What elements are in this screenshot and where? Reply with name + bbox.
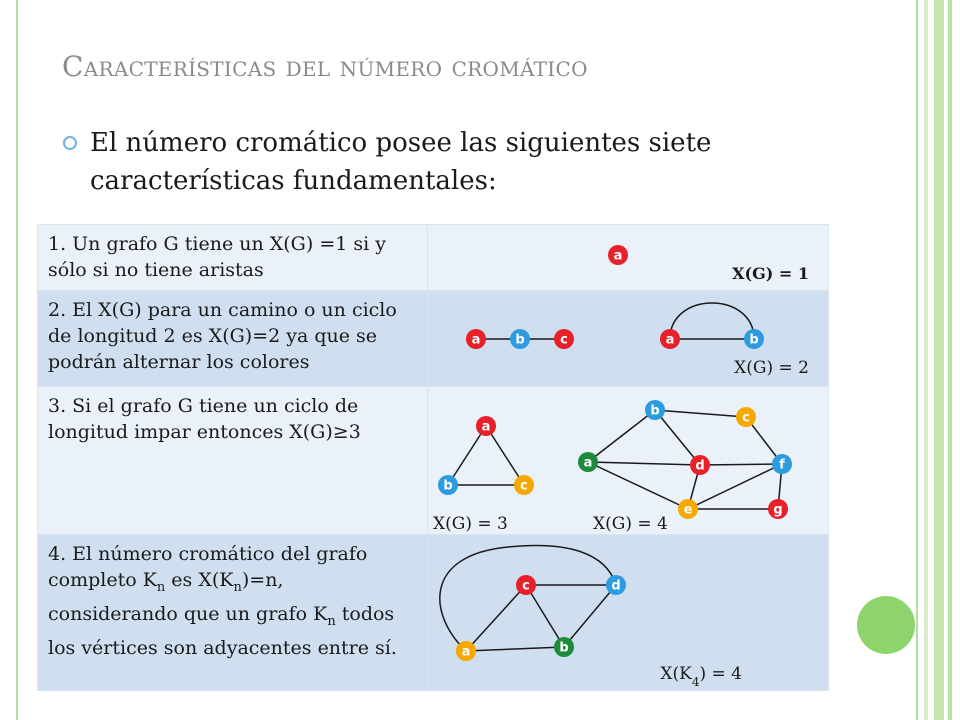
- decor-circle: [857, 596, 915, 654]
- graph-node-b: [744, 329, 764, 349]
- chromatic-label: X(G) = 1: [732, 264, 809, 283]
- svg-text:b: b: [749, 332, 759, 348]
- graph-node-d: [690, 455, 710, 475]
- svg-text:a: a: [461, 644, 471, 660]
- graph-edge: [466, 647, 564, 651]
- graph-figure: [428, 291, 829, 387]
- svg-text:c: c: [520, 478, 528, 494]
- text-span: 3. Si el grafo G tiene un ciclo de longitud impar entonces X(G)≥3: [48, 395, 361, 443]
- table-row: [38, 225, 829, 291]
- graph-node-c: [514, 475, 534, 495]
- graph-node-a: [608, 245, 628, 265]
- graph-svg: [428, 225, 828, 291]
- graph-node-a: [660, 329, 680, 349]
- graph-svg: [428, 535, 828, 691]
- text-span: )=n, considerando que un grafo K: [48, 569, 328, 625]
- svg-text:f: f: [779, 457, 785, 473]
- row-text: [38, 387, 428, 535]
- graph-node-f: [772, 454, 792, 474]
- graph-node-a: [466, 329, 486, 349]
- subscript: n: [233, 579, 242, 595]
- decor-stripe: [924, 0, 928, 720]
- bullet-text: El número cromático posee las siguientes siete características fundamentales:: [90, 128, 712, 196]
- graph-svg: [428, 291, 828, 387]
- svg-text:b: b: [515, 332, 525, 348]
- graph-edge: [588, 462, 688, 509]
- graph-svg: [428, 387, 828, 535]
- decor-stripe: [934, 0, 944, 720]
- bullet-icon: [63, 136, 77, 150]
- graph-edge: [440, 546, 616, 651]
- graph-node-b: [438, 475, 458, 495]
- graph-figure: [428, 535, 829, 691]
- svg-text:a: a: [471, 332, 481, 348]
- graph-edge: [526, 585, 564, 647]
- graph-node-a: [476, 416, 496, 436]
- graph-node-e: [678, 499, 698, 519]
- svg-text:c: c: [560, 332, 568, 348]
- graph-node-c: [516, 575, 536, 595]
- graph-node-g: [768, 499, 788, 519]
- graph-edge: [655, 410, 700, 465]
- graph-node-b: [510, 329, 530, 349]
- svg-text:e: e: [683, 502, 693, 518]
- graph-edge: [670, 303, 754, 339]
- graph-edge: [588, 462, 700, 465]
- graph-node-c: [554, 329, 574, 349]
- graph-edge: [466, 585, 526, 651]
- graph-edge: [486, 426, 524, 485]
- chromatic-label: X(G) = 2: [734, 358, 809, 378]
- subscript: n: [156, 579, 166, 595]
- graph-edge: [655, 410, 746, 417]
- graph-node-b: [645, 400, 665, 420]
- svg-text:d: d: [611, 578, 621, 594]
- svg-text:d: d: [695, 458, 705, 474]
- svg-text:a: a: [613, 248, 623, 264]
- graph-figure: [428, 225, 829, 291]
- chromatic-label: X(G) = 3: [433, 514, 508, 534]
- graph-node-c: [736, 407, 756, 427]
- chromatic-label: $X(K_4) = 4$: [660, 664, 742, 689]
- slide-title: Características del número cromático: [62, 50, 588, 83]
- row-text: [38, 535, 428, 691]
- svg-text:c: c: [742, 410, 750, 426]
- svg-text:a: a: [481, 419, 491, 435]
- row-text: [38, 291, 428, 387]
- features-table: [37, 224, 829, 691]
- table-row: [38, 535, 829, 691]
- table-row: [38, 387, 829, 535]
- table-row: [38, 291, 829, 387]
- svg-text:b: b: [650, 403, 660, 419]
- text-span: 1. Un grafo G tiene un X(G) =1 si y sólo si no tiene aristas: [48, 233, 386, 281]
- subscript: n: [327, 613, 336, 629]
- text-span: 4. El número cromático del grafo completo K: [48, 543, 368, 591]
- text-span: 2. El X(G) para un camino o un ciclo de longitud 2 es X(G)=2 ya que se podrán alternar los colores: [48, 299, 397, 373]
- graph-edge: [448, 426, 486, 485]
- graph-edge: [700, 464, 782, 465]
- graph-edge: [588, 410, 655, 462]
- text-span: es X(K: [165, 569, 234, 591]
- graph-node-a: [456, 641, 476, 661]
- svg-text:g: g: [773, 502, 783, 518]
- graph-node-b: [554, 637, 574, 657]
- graph-edge: [564, 585, 616, 647]
- row-text: [38, 225, 428, 291]
- graph-figure: [428, 387, 829, 535]
- svg-text:b: b: [559, 640, 569, 656]
- svg-text:a: a: [665, 332, 675, 348]
- chromatic-label: X(G) = 4: [593, 514, 668, 534]
- svg-text:c: c: [522, 578, 530, 594]
- decor-stripe: [948, 0, 952, 720]
- graph-node-d: [606, 575, 626, 595]
- text-span: todos los vértices son adyacentes entre sí.: [48, 602, 397, 659]
- svg-text:b: b: [443, 478, 453, 494]
- graph-node-a: [578, 452, 598, 472]
- svg-text:a: a: [583, 455, 593, 471]
